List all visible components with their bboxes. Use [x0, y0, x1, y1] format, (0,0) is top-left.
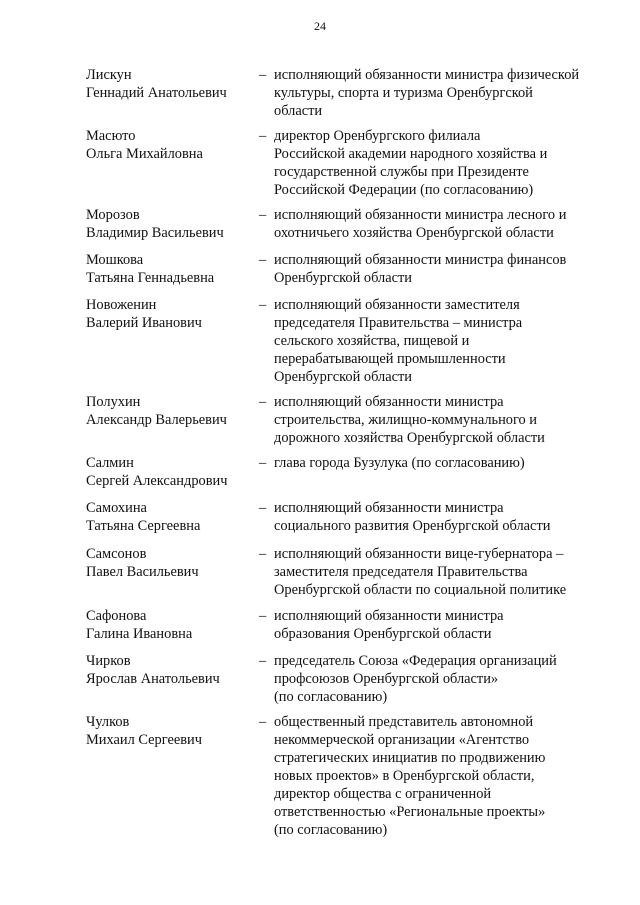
member-position — [274, 545, 614, 599]
given-names: Геннадий Анатольевич — [86, 85, 227, 101]
member-name — [86, 296, 256, 332]
position-line: охотничьего хозяйства Оренбургской области — [274, 225, 554, 241]
position-line: стратегических инициатив по продвижению — [274, 750, 546, 766]
position-line: исполняющий обязанности министра — [274, 394, 504, 410]
position-line: (по согласованию) — [274, 822, 388, 838]
dash-separator: – — [259, 608, 267, 624]
member-position — [274, 66, 614, 120]
position-line: исполняющий обязанности министра — [274, 500, 504, 516]
position-line: исполняющий обязанности вице-губернатора – — [274, 546, 564, 562]
position-line: социального развития Оренбургской области — [274, 518, 551, 534]
dash-separator: – — [259, 207, 267, 223]
member-position — [274, 206, 614, 242]
position-line: исполняющий обязанности министра физической — [274, 67, 580, 83]
member-name — [86, 499, 256, 535]
position-line: некоммерческой организации «Агентство — [274, 732, 530, 748]
position-line: государственной службы при Президенте — [274, 164, 529, 180]
surname: Самсонов — [86, 546, 147, 562]
page-number: 24 — [314, 19, 326, 33]
member-name — [86, 66, 256, 102]
dash-separator: – — [259, 455, 267, 471]
member-position — [274, 454, 614, 472]
member-name — [86, 713, 256, 749]
given-names: Валерий Иванович — [86, 315, 202, 331]
dash-separator: – — [259, 252, 267, 268]
member-position — [274, 127, 614, 199]
member-position — [274, 251, 614, 287]
surname: Чирков — [86, 653, 131, 669]
position-line: исполняющий обязанности министра лесного и — [274, 207, 567, 223]
member-position — [274, 499, 614, 535]
position-line: ответственностью «Региональные проекты» — [274, 804, 546, 820]
position-line: культуры, спорта и туризма Оренбургской — [274, 85, 533, 101]
given-names: Ярослав Анатольевич — [86, 671, 220, 687]
surname: Лискун — [86, 67, 132, 83]
position-line: заместителя председателя Правительства — [274, 564, 528, 580]
given-names: Ольга Михайловна — [86, 146, 203, 162]
position-line: Оренбургской области по социальной политике — [274, 582, 567, 598]
surname: Новоженин — [86, 297, 157, 313]
given-names: Татьяна Сергеевна — [86, 518, 201, 534]
position-line: Оренбургской области — [274, 369, 412, 385]
position-line: директор общества с ограниченной — [274, 786, 492, 802]
member-name — [86, 393, 256, 429]
position-line: Российской академии народного хозяйства и — [274, 146, 548, 162]
dash-separator: – — [259, 67, 267, 83]
position-line: глава города Бузулука (по согласованию) — [274, 455, 525, 471]
position-line: образования Оренбургской области — [274, 626, 492, 642]
given-names: Татьяна Геннадьевна — [86, 270, 215, 286]
given-names: Владимир Васильевич — [86, 225, 224, 241]
surname: Масюто — [86, 128, 136, 144]
dash-separator: – — [259, 297, 267, 313]
member-position — [274, 393, 614, 447]
member-name — [86, 652, 256, 688]
position-line: исполняющий обязанности заместителя — [274, 297, 520, 313]
member-position — [274, 296, 614, 386]
given-names: Михаил Сергеевич — [86, 732, 202, 748]
position-line: перерабатывающей промышленности — [274, 351, 506, 367]
given-names: Сергей Александрович — [86, 473, 228, 489]
surname: Чулков — [86, 714, 130, 730]
member-name — [86, 454, 256, 490]
position-line: исполняющий обязанности министра финансов — [274, 252, 567, 268]
position-line: области — [274, 103, 323, 119]
position-line: Оренбургской области — [274, 270, 412, 286]
dash-separator: – — [259, 394, 267, 410]
member-name — [86, 251, 256, 287]
member-position — [274, 607, 614, 643]
surname: Морозов — [86, 207, 140, 223]
position-line: общественный представитель автономной — [274, 714, 534, 730]
position-line: новых проектов» в Оренбургской области, — [274, 768, 535, 784]
position-line: сельского хозяйства, пищевой и — [274, 333, 470, 349]
given-names: Александр Валерьевич — [86, 412, 227, 428]
given-names: Галина Ивановна — [86, 626, 193, 642]
position-line: директор Оренбургского филиала — [274, 128, 481, 144]
position-line: исполняющий обязанности министра — [274, 608, 504, 624]
position-line: (по согласованию) — [274, 689, 388, 705]
member-position — [274, 713, 614, 839]
member-name — [86, 607, 256, 643]
position-line: дорожного хозяйства Оренбургской области — [274, 430, 545, 446]
dash-separator: – — [259, 546, 267, 562]
dash-separator: – — [259, 128, 267, 144]
surname: Сафонова — [86, 608, 147, 624]
surname: Салмин — [86, 455, 134, 471]
member-name — [86, 206, 256, 242]
member-name — [86, 127, 256, 163]
surname: Полухин — [86, 394, 141, 410]
given-names: Павел Васильевич — [86, 564, 199, 580]
position-line: Российской Федерации (по согласованию) — [274, 182, 534, 198]
member-position — [274, 652, 614, 706]
surname: Мошкова — [86, 252, 144, 268]
surname: Самохина — [86, 500, 147, 516]
position-line: председатель Союза «Федерация организаций — [274, 653, 557, 669]
dash-separator: – — [259, 714, 267, 730]
position-line: строительства, жилищно-коммунального и — [274, 412, 538, 428]
position-line: председателя Правительства – министра — [274, 315, 523, 331]
member-name — [86, 545, 256, 581]
dash-separator: – — [259, 653, 267, 669]
position-line: профсоюзов Оренбургской области» — [274, 671, 499, 687]
dash-separator: – — [259, 500, 267, 516]
